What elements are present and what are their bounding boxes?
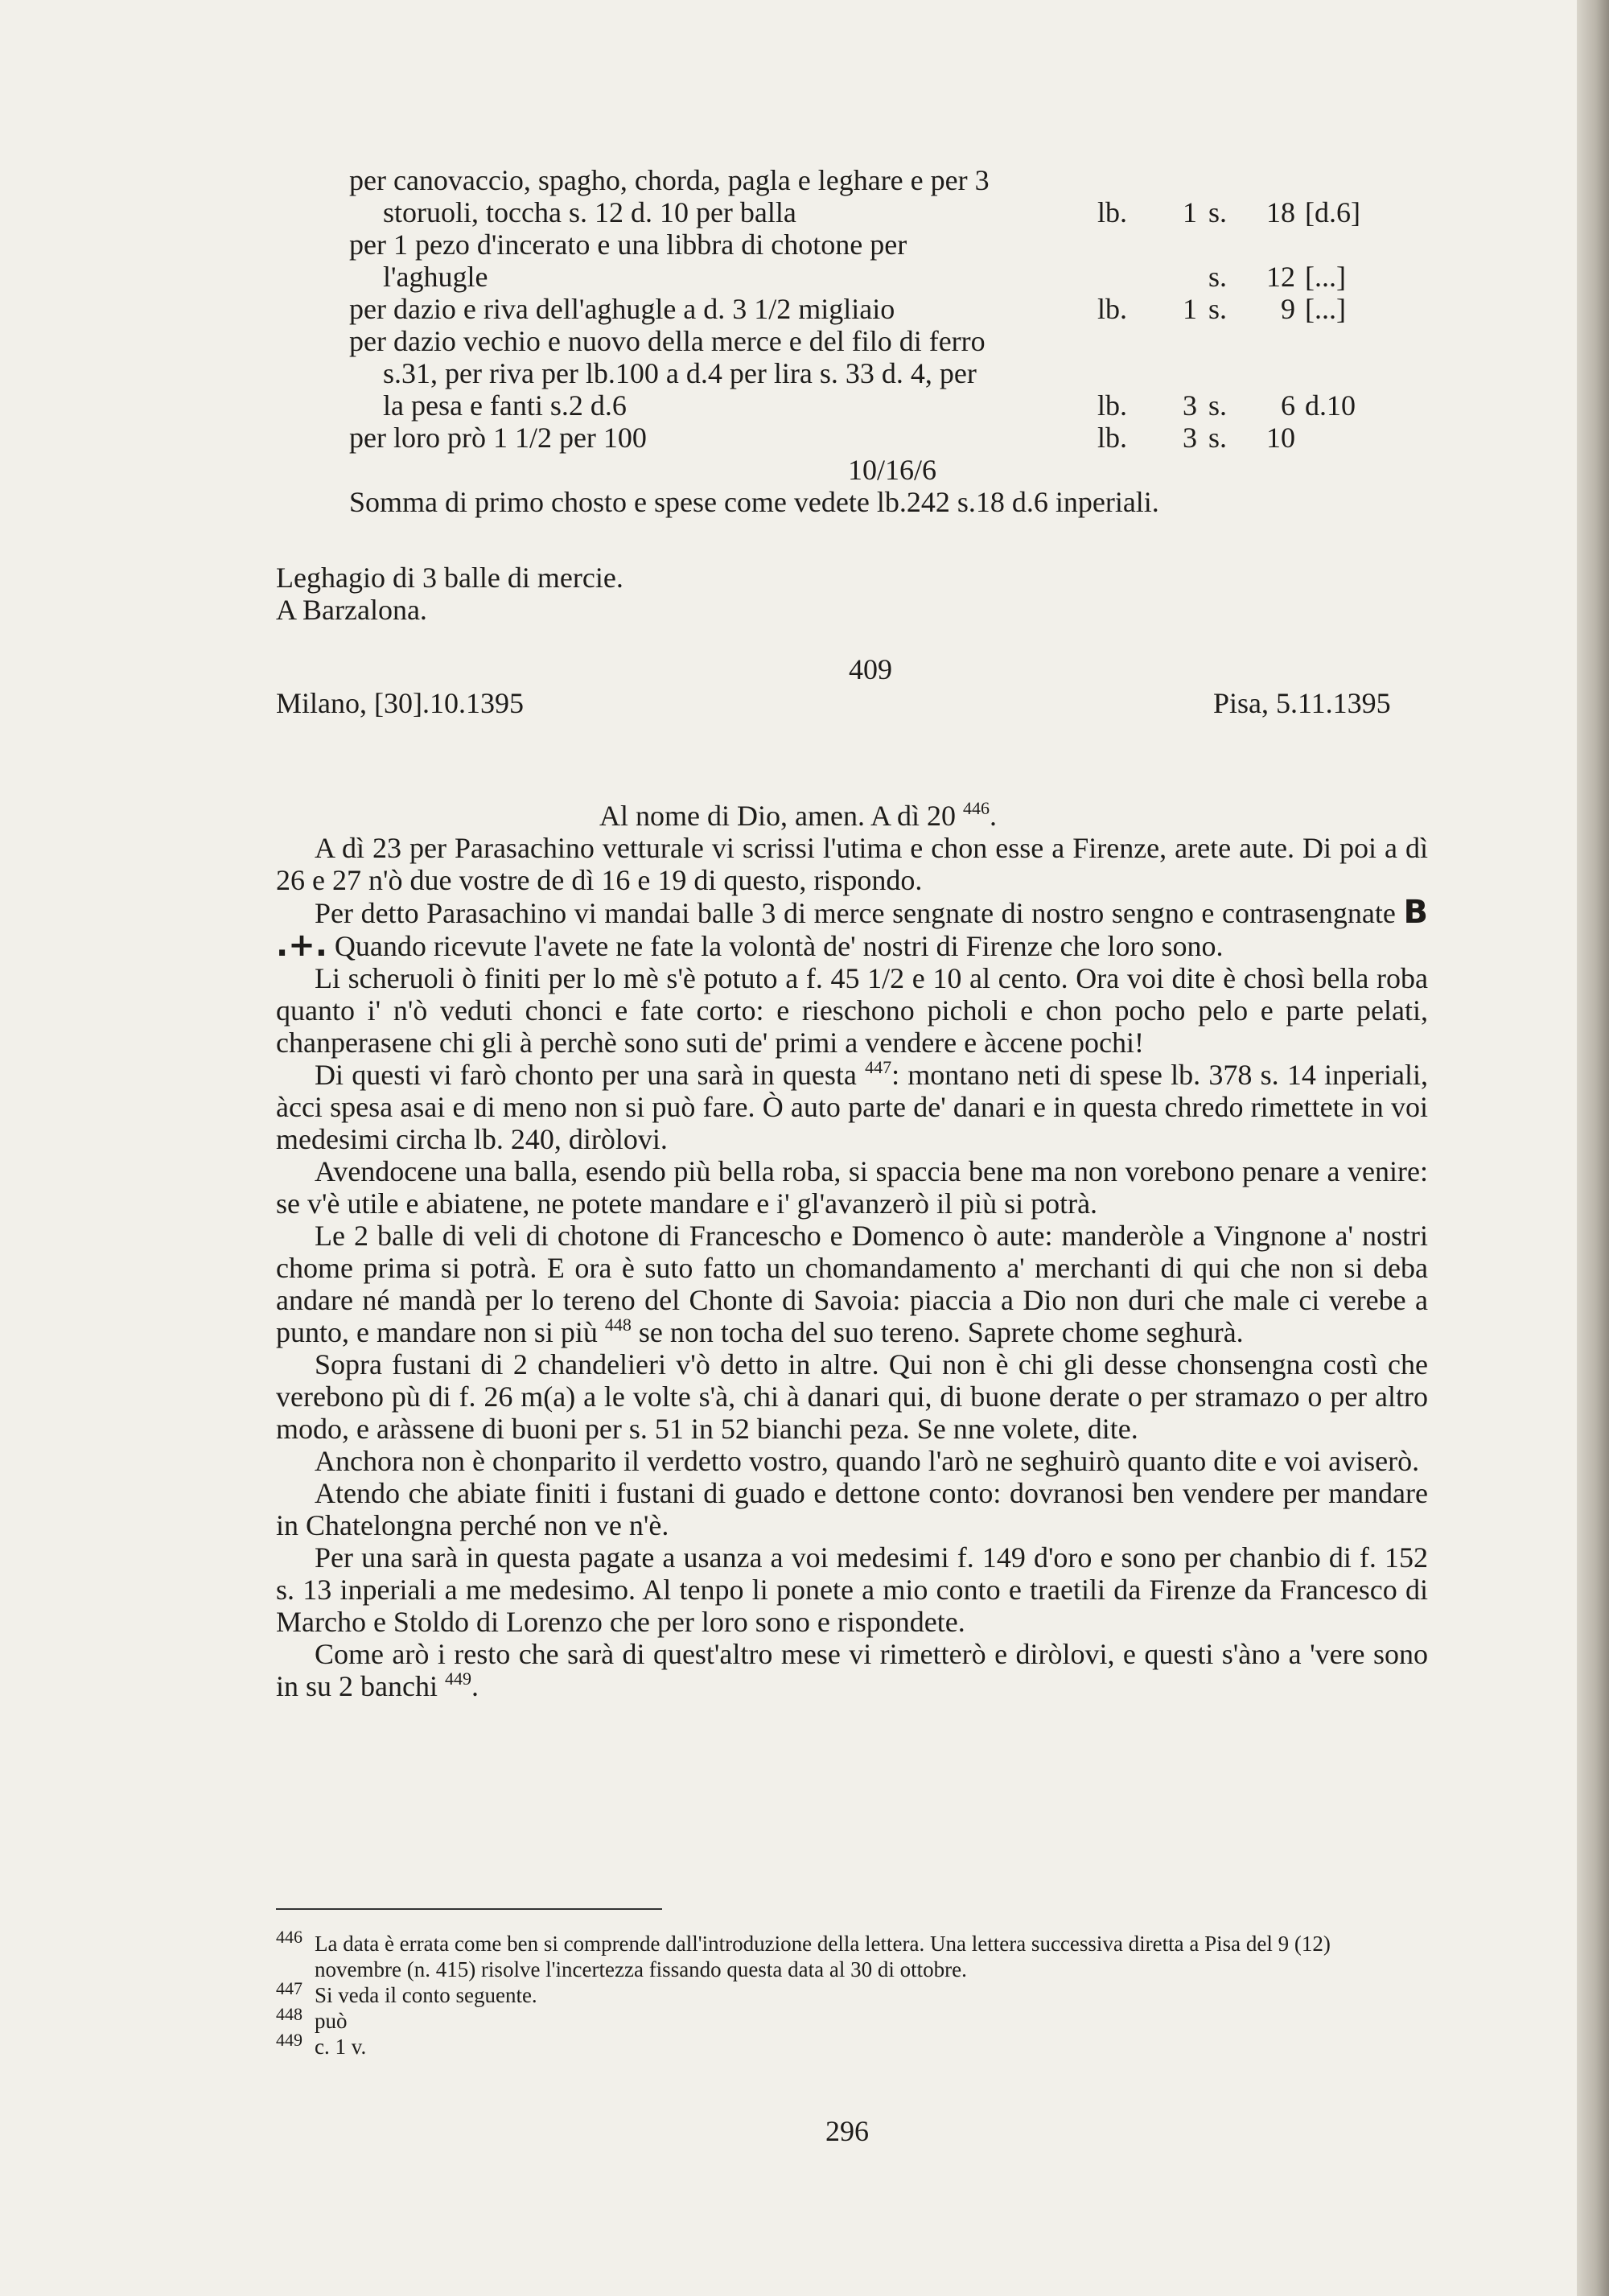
ledger-row-desc: la pesa e fanti s.2 d.6 (383, 389, 627, 422)
paragraph-text: Quando ricevute l'avete ne fate la volontà de' nostri di Firenze che loro sono. (334, 930, 1224, 962)
footnote-number (276, 2030, 302, 2059)
footnote (276, 1978, 1418, 2008)
ledger-d-value: [...] (1305, 293, 1346, 325)
letter-paragraph: Avendocene una balla, esendo più bella roba, si spaccia bene ma non vorebono penare a venire: se v'è utile e abiatene, ne potete mandare e i' gl'avanzerò il più si potrà. (276, 1155, 1428, 1220)
letter-salutation (276, 800, 1428, 832)
footnotes (276, 1927, 1418, 2059)
shipment-line-2: A Barzalona. (276, 594, 427, 626)
ledger-lb-value: 1 (1183, 196, 1197, 228)
ledger-lb-value: 1 (1183, 293, 1197, 325)
footnote-text: c. 1 v. (315, 2035, 367, 2059)
ledger-subtotal: 10/16/6 (848, 454, 937, 486)
ledger-s-value: 10 (1266, 422, 1295, 454)
footnote-number-text: 446 (276, 1927, 302, 1947)
ledger-s-value: 9 (1281, 293, 1295, 325)
footnote (276, 1927, 1418, 1982)
letter-paragraph: A dì 23 per Parasachino vetturale vi scrissi l'utima e chon esse a Firenze, arete aute. Di poi a dì 26 e 27 n'ò due vostre de dì 16 e 19 di questo, rispondo. (276, 832, 1428, 896)
salutation-text: Al nome di Dio, amen. A dì 20 (599, 800, 956, 832)
ledger-s-unit: s. (1208, 261, 1228, 293)
footnote-number-text: 449 (276, 2030, 302, 2050)
footnote-number-text: 447 (276, 1978, 302, 1998)
paragraph-text: : montano neti di spese lb. 378 s. 14 inperiali, àcci spesa asai e di meno non si può fare. Ò auto parte de' danari e in questa chredo rimettete in voi medesimi circha lb. 240, diròlovi. (276, 1059, 1428, 1155)
ledger-s-unit: s. (1208, 293, 1228, 325)
footnote-number (276, 1927, 302, 1957)
ledger-row-desc: storuoli, toccha s. 12 d. 10 per balla (383, 196, 796, 228)
ledger-lb-unit: lb. (1097, 196, 1128, 228)
letter-destination: Pisa, 5.11.1395 (1213, 687, 1391, 719)
ledger-lb-value: 3 (1183, 389, 1197, 422)
footnote-ref: 447 (865, 1057, 892, 1077)
letter-paragraph: Atendo che abiate finiti i fustani di guado e dettone conto: dovranosi ben vendere per mandare in Chatelongna perché non ve n'è. (276, 1477, 1428, 1541)
ledger-row-desc: l'aghugle (383, 261, 488, 293)
ledger-s-value: 18 (1266, 196, 1295, 228)
footnote-text: può (315, 2009, 348, 2033)
footnote-text: La data è errata come ben si comprende dall'introduzione della lettera. Una lettera successiva diretta a Pisa del 9 (12) novembre (n. 415) risolve l'incertezza fissando questa data al 30 di ottobre. (315, 1932, 1331, 1981)
ledger-lb-value: 3 (1183, 422, 1197, 454)
ledger-s-unit: s. (1208, 389, 1228, 422)
paragraph-text: Le 2 balle di veli di chotone di Franceschо e Domenco ò aute: manderòle a Vingnone a' nostri chome prima si potrà. E ora è suto fatto un chomandamento a' merchanti di qui che non si deba andare né mandà per lo tereno del Chonte di Savoia: piaccia a Dio non duri che male ci verebe a punto, e mandare non si più (276, 1220, 1428, 1348)
ledger-summary: Somma di primo chosto e spese come vedete lb.242 s.18 d.6 inperiali. (349, 486, 1159, 518)
ledger-s-value: 12 (1266, 261, 1295, 293)
ledger-s-unit: s. (1208, 422, 1228, 454)
ledger-row-desc: per dazio e riva dell'aghugle a d. 3 1/2 migliaio (349, 293, 895, 325)
ledger-s-unit: s. (1208, 196, 1228, 228)
footnote-text: Si veda il conto seguente. (315, 1983, 537, 2007)
merchant-mark: B .+. (276, 894, 1429, 964)
letter-paragraph: Sopra fustani di 2 chandelieri v'ò detto in altre. Qui non è chi gli desse chonsengna costì che verebono pù di f. 26 m(a) a le volte s'à, chi à danari qui, di buone derate o per stramazo o per altro modo, e aràssene di buoni per s. 51 in 52 bianchi peza. Se nne volete, dite. (276, 1348, 1428, 1445)
ledger-d-value: [d.6] (1305, 196, 1360, 228)
footnote-ref: 446 (962, 798, 990, 818)
footnote (276, 2030, 1418, 2059)
paragraph-text: . (471, 1670, 479, 1702)
letter-origin: Milano, [30].10.1395 (276, 687, 524, 719)
ledger-lb-unit: lb. (1097, 422, 1128, 454)
ledger-row-desc: per dazio vechio e nuovo della merce e del filo di ferro (349, 325, 986, 357)
ledger-row-desc: per 1 pezo d'incerato e una libbra di chotone per (349, 228, 907, 261)
letter-paragraph: Li scheruoli ò finiti per lo mè s'è potuto a f. 45 1/2 e 10 al cento. Ora voi dite è chosì bella roba quanto i' n'ò veduti chonci e fate corto: e rieschono picholi e chon pocho pelo e parte pelati, chanperasene chi gli à perchè sono suti de' primi a vendere e àccene pochi! (276, 962, 1428, 1059)
shipment-line-1: Leghagio di 3 balle di mercie. (276, 562, 623, 594)
ledger-row-desc: per loro prò 1 1/2 per 100 (349, 422, 647, 454)
page-edge (1577, 0, 1609, 2296)
salutation-period: . (989, 800, 997, 832)
footnote (276, 2004, 1418, 2034)
paragraph-text: Di questi vi farò chonto per una sarà in questa (315, 1059, 857, 1091)
page-number: 296 (825, 2115, 869, 2147)
letter-paragraph (276, 896, 1428, 962)
ledger-d-value: d.10 (1305, 389, 1356, 422)
paragraph-text: Per detto Parasachino vi mandai balle 3 di merce sengnate di nostro sengno e contrasengnate (315, 897, 1396, 929)
letter-paragraph (276, 1638, 1428, 1702)
ledger-row-desc: s.31, per riva per lb.100 a d.4 per lira s. 33 d. 4, per (383, 357, 977, 389)
letter-body (276, 800, 1428, 1702)
letter-paragraph: Per una sarà in questa pagate a usanza a voi medesimi f. 149 d'oro e sono per chanbio di f. 152 s. 13 inperiali a me medesimo. Al tenpo li ponete a mio conto e traetili da Firenze da Francesco di Marcho e Stoldo di Lorenzo che per loro sono e rispondete. (276, 1541, 1428, 1638)
letter-paragraph: Anchora non è chonparito il verdetto vostro, quando l'arò ne seghuirò quanto dite e voi aviserò. (315, 1445, 1420, 1477)
footnote-ref: 449 (444, 1669, 471, 1689)
ledger-d-value: [...] (1305, 261, 1346, 293)
ledger-s-value: 6 (1281, 389, 1295, 422)
ledger-lb-unit: lb. (1097, 293, 1128, 325)
footnote-number-text: 448 (276, 2004, 302, 2024)
ledger-row-desc: per canovaccio, spagho, chorda, pagla e leghare e per 3 (349, 164, 990, 196)
letter-paragraph (276, 1059, 1428, 1155)
footnote-ref: 448 (604, 1315, 632, 1335)
letter-paragraph (276, 1220, 1428, 1348)
paragraph-text: Come arò i resto che sarà di quest'altro mese vi rimetterò e diròlovi, e questi s'àno a 'vere sono in su 2 banchi (276, 1638, 1428, 1702)
footnote-rule (276, 1908, 662, 1910)
ledger-lb-unit: lb. (1097, 389, 1128, 422)
paragraph-text: se non tocha del suo tereno. Saprete chome seghurà. (638, 1316, 1244, 1348)
letter-number: 409 (849, 653, 892, 685)
